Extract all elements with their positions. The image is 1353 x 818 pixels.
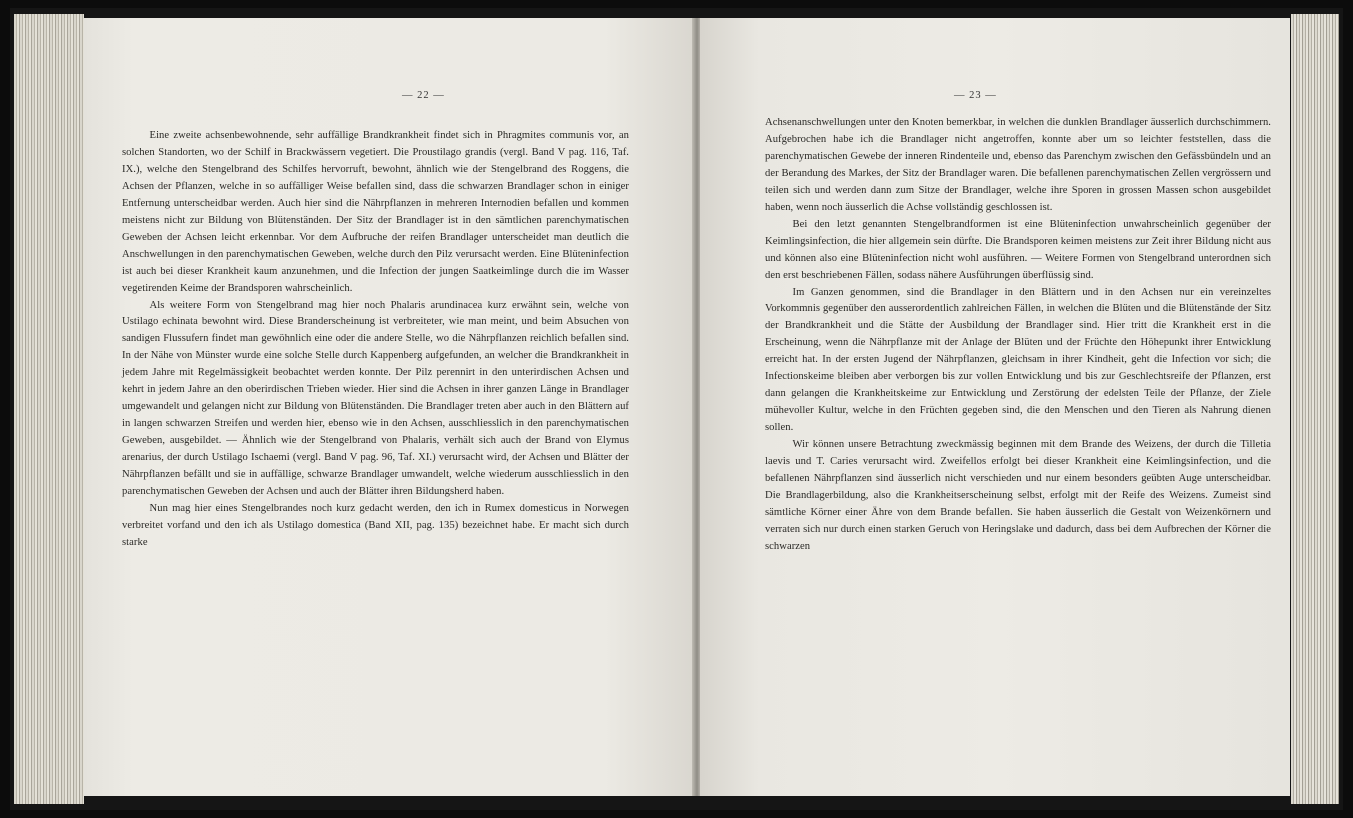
right-paragraph-2: Bei den letzt genannten Stengelbrandformen ist eine Blüteninfection unwahrscheinlich gegenüber der Keimlingsinfection, die hier allgemein sein dürfte. Die Brandsporen keimen meistens zur Zeit ihrer Bildung nicht aus und können also eine Blüteninfection nicht wohl ausführen. — Weitere Formen von Stengelbrand unterordnen sich den erst beschriebenen Fällen, sodass nähere Ausführungen überflüssig sind.: [765, 218, 1271, 281]
right-page-text: [765, 115, 1271, 556]
right-page-edges: [1291, 14, 1339, 804]
left-paragraph-2: Als weitere Form von Stengelbrand mag hier noch Phalaris arundinacea kurz erwähnt sein, welche von Ustilago echinata bewohnt wird. Diese Branderscheinung ist verbreiteter, wie man meint, und beim Absuchen von sandigen Flussufern findet man gewöhnlich eine oder die andere Stelle, wo die Nährpflanzen reichlich befallen sind. In der Nähe von Münster wurde eine solche Stelle durch Kappenberg aufgefunden, an welcher die Brandkrankheit in jedem Jahre mit Regelmässigkeit beobachtet werden konnte. Der Pilz perennirt in den unterirdischen Achsen und kehrt in jedem Jahre an den oberirdischen Trieben wieder. Hier sind die Achsen in ihrer ganzen Länge in Brandlager umgewandelt und gelangen nicht zur Bildung von Blütenständen. Die Brandlager treten aber auch in den Blättern auf in langen schwarzen Streifen und werden hier, ebenso wie in den Achsen, ausschliesslich in den parenchymatischen Geweben, ausgebildet. — Ähnlich wie der Stengelbrand von Phalaris, verhält sich auch der Brand von Elymus arenarius, der durch Ustilago Ischaemi (vergl. Band V pag. 96, Taf. XI.) verursacht wird, der Achsen und Blätter der Nährpflanzen befällt und sie in auffällige, schwarze Brandlager umwandelt, welche wiederum ausschliesslich in den parenchymatischen Geweben der Achsen und auch der Blätter ihren Bildungsherd haben.: [122, 299, 629, 498]
left-page-number: — 22 —: [402, 90, 445, 101]
left-paragraph-1: Eine zweite achsenbewohnende, sehr auffällige Brandkrankheit findet sich in Phragmites communis vor, an solchen Standorten, wo der Schilf in Brackwässern vegetiert. Die Proustilago grandis (vergl. Band V pag. 116, Taf. IX.), welche den Stengelbrand des Schilfes hervorruft, bewohnt, ähnlich wie der Stengelbrand des Roggens, die Achsen der Pflanzen, welche in so auffälliger Weise befallen sind, dass die schwarzen Brandlager schon in einiger Entfernung unterscheidbar werden. Auch hier sind die Nährpflanzen in mehreren Internodien befallen und kommen meistens nicht zur Bildung von Blütenständen. Der Sitz der Brandlager ist in den sämtlichen parenchymatischen Geweben der Achsen leicht erkennbar. Vor dem Aufbruche der reifen Brandlager unterscheidet man deutlich die Anschwellungen in den parenchymatischen Geweben, welche durch den Pilz verursacht werden. Eine Blüteninfection ist auch bei dieser Krankheit kaum anzunehmen, und die Infection der jungen Saatkeimlinge durch die im Wasser vegetirenden Keime der Brandsporen wahrscheinlich.: [122, 130, 629, 294]
left-page-text: [122, 128, 629, 552]
right-page: [700, 18, 1290, 796]
right-paragraph-1: Achsenanschwellungen unter den Knoten bemerkbar, in welchen die dunklen Brandlager äusserlich durchschimmern. Aufgebrochen habe ich die Brandlager nicht angetroffen, konnte aber um so leichter feststellen, dass die parenchymatischen Gewebe der inneren Rindenteile und, ebenso das Parenchym zwischen den Gefässbündeln und an der Berandung des Markes, der Sitz der Brandlager waren. Die befallenen parenchymatischen Zellen vergrössern und teilen sich und werden dann zum Sitze der Brandlager, welche ihre Sporen in grossen Massen schon ausgebildet haben, wenn noch äusserlich die Achse vollständig geschlossen ist.: [765, 117, 1271, 213]
left-page-edges: [14, 14, 84, 804]
left-page: [84, 18, 696, 796]
left-paragraph-3: Nun mag hier eines Stengelbrandes noch kurz gedacht werden, den ich in Rumex domesticus in Norwegen verbreitet vorfand und den ich als Ustilago domestica (Band XII, pag. 135) bezeichnet habe. Er macht sich durch starke: [122, 502, 629, 548]
right-paragraph-3: Im Ganzen genommen, sind die Brandlager in den Blättern und in den Achsen nur ein vereinzeltes Vorkommnis gegenüber den ausserordentlich zahlreichen Fällen, in welchen die Blüten und die Blütenstände der Sitz der Brandkrankheit und die Stätte der Ausbildung der Brandlager sind. Hier tritt die Krankheit erst in die Erscheinung, wenn die Nährpflanze mit der Anlage der Blüten und der Früchte den Höhepunkt ihrer Entwicklung erreicht hat. In der ersten Jugend der Nährpflanzen, gleichsam in ihrer Kindheit, geht die Infection vor sich; die Infectionskeime bleiben aber verborgen bis zur vollen Entwicklung und bis zur Geschlechtsreife der Pflanzen, erst dann gelangen die Krankheitskeime zur Entwicklung und Zerstörung der edelsten Teile der Pflanze, der Ziele mühevoller Kultur, welche in den Früchten gegeben sind, die den Menschen und den Tieren als Nahrung dienen sollen.: [765, 286, 1271, 434]
right-page-number: — 23 —: [954, 90, 997, 101]
right-paragraph-4: Wir können unsere Betrachtung zweckmässig beginnen mit dem Brande des Weizens, der durch die Tilletia laevis und T. Caries verursacht wird. Zweifellos erfolgt bei dieser Krankheit eine Keimlingsinfection, und die befallenen Nährpflanzen sind äusserlich nicht verschieden und nur einem besonders geübten Auge unterscheidbar. Die Brandlagerbildung, also die Krankheitserscheinung selbst, erfolgt mit der Reife des Weizens. Zumeist sind sämtliche Körner einer Ähre von dem Brande befallen. Sie haben äusserlich die Gestalt von Weizenkörnern und verraten sich nur durch einen starken Geruch von Heringslake und dadurch, dass bei dem Aufbrechen der Körner die schwarzen: [765, 439, 1271, 552]
